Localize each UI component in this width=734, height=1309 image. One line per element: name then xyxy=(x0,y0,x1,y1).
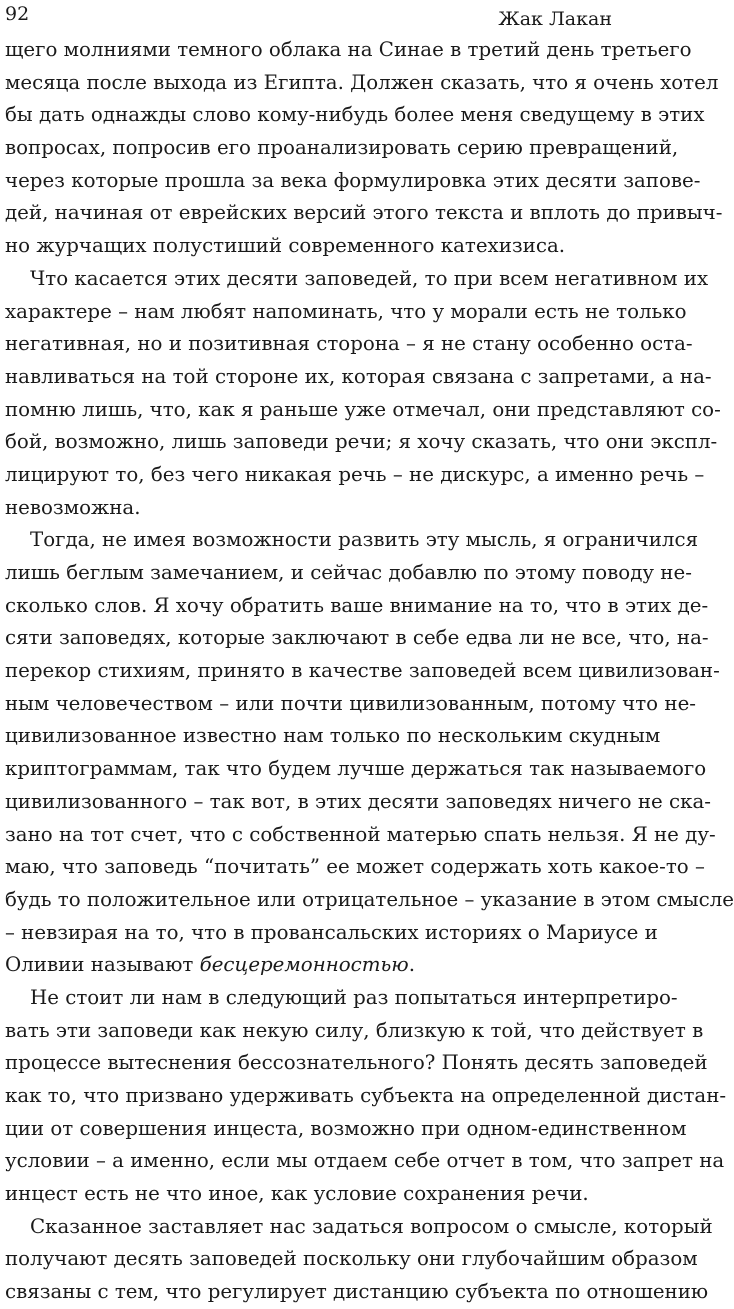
text-line: ции от совершения инцеста, возможно при одном-единственном xyxy=(5,1116,687,1140)
text-line: щего молниями темного облака на Синае в третий день третьего xyxy=(5,38,692,61)
page-header xyxy=(0,2,620,34)
text-line: ным человечеством – или почти цивилизованным, потому что не- xyxy=(5,691,696,715)
text-line: Тогда, не имея возможности развить эту мысль, я ограничился xyxy=(30,528,699,552)
paragraph-1 xyxy=(5,34,723,263)
text-line: вопросах, попросив его проанализировать серию превращений, xyxy=(5,136,679,160)
text-line: маю, что заповедь “почитать” ее может содержать хоть какое-то – xyxy=(5,855,705,879)
text-line: будь то положительное или отрицательное – указание в этом смысле xyxy=(5,887,734,911)
text-line: но журчащих полустиший современного катехизиса. xyxy=(5,234,566,258)
text-line: невозможна. xyxy=(5,495,141,519)
text-line: сяти заповедях, которые заключают в себе едва ли не все, что, на- xyxy=(5,626,709,650)
paragraph-5 xyxy=(5,1211,713,1309)
text-line: связаны с тем, что регулирует дистанцию субъекта по отношению xyxy=(5,1280,709,1304)
text-line: сколько слов. Я хочу обратить ваше внимание на то, что в этих де- xyxy=(5,593,709,617)
text-line: вать эти заповеди как некую силу, близкую к той, что действует в xyxy=(5,1018,704,1042)
text-line: через которые прошла за века формулировка этих десяти запове- xyxy=(5,168,701,192)
running-title: Жак Лакан xyxy=(498,8,612,30)
text-line: зано на тот счет, что с собственной матерью спать нельзя. Я не ду- xyxy=(5,822,716,846)
paragraph-4 xyxy=(5,982,727,1211)
text-line: характере – нам любят напоминать, что у морали есть не только xyxy=(5,299,687,323)
text-line: навливаться на той стороне их, которая связана с запретами, а на- xyxy=(5,364,712,388)
text-line: перекор стихиям, принято в качестве заповедей всем цивилизован- xyxy=(5,659,720,683)
paragraph-3 xyxy=(5,524,734,982)
paragraph-2 xyxy=(5,263,721,525)
text-line: дей, начиная от еврейских версий этого текста и вплоть до привыч- xyxy=(5,201,723,225)
text-line: бы дать однажды слово кому-нибудь более меня сведущему в этих xyxy=(5,103,705,127)
text-line: месяца после выхода из Египта. Должен сказать, что я очень хотел xyxy=(5,70,719,94)
text-line: цивилизованного – так вот, в этих десяти заповедях ничего не ска- xyxy=(5,789,711,813)
text-line: Сказанное заставляет нас задаться вопросом о смысле, который xyxy=(30,1214,713,1238)
text-line: получают десять заповедей поскольку они глубочайшим образом xyxy=(5,1247,698,1271)
text-line: Что касается этих десяти заповедей, то при всем негативном их xyxy=(30,266,709,290)
text-line: как то, что призвано удерживать субъекта на определенной дистан- xyxy=(5,1084,727,1107)
text-line: условии – а именно, если мы отдаем себе отчет в том, что запрет на xyxy=(5,1149,725,1173)
page-number: 92 xyxy=(5,3,30,25)
text-line: криптограммам, так что будем лучше держаться так называемого xyxy=(5,757,707,781)
text-body xyxy=(5,34,734,1309)
italic-emphasis: бесцеремонностью xyxy=(199,953,409,977)
text-line: процессе вытеснения бессознательного? Понять десять заповедей xyxy=(5,1051,708,1075)
text-line: негативная, но и позитивная сторона – я не стану особенно оста- xyxy=(5,332,693,356)
text-line: бой, возможно, лишь заповеди речи; я хочу сказать, что они экспл- xyxy=(5,430,718,454)
text-line: инцест есть не что иное, как условие сохранения речи. xyxy=(5,1182,589,1206)
text-line: – невзирая на то, что в провансальских историях о Мариусе и xyxy=(5,920,658,944)
text-line xyxy=(5,949,615,982)
text-line: цивилизованное известно нам только по нескольким скудным xyxy=(5,724,661,748)
final-line-text: Оливии называют xyxy=(5,953,200,977)
text-line: помню лишь, что, как я раньше уже отмечал, они представляют со- xyxy=(5,397,721,421)
text-line: Не стоит ли нам в следующий раз попытаться интерпретиро- xyxy=(30,985,678,1009)
text-line: лишь беглым замечанием, и сейчас добавлю по этому поводу не- xyxy=(5,561,692,584)
text-line: лицируют то, без чего никакая речь – не дискурс, а именно речь – xyxy=(5,462,705,486)
final-line-end: . xyxy=(408,953,415,977)
